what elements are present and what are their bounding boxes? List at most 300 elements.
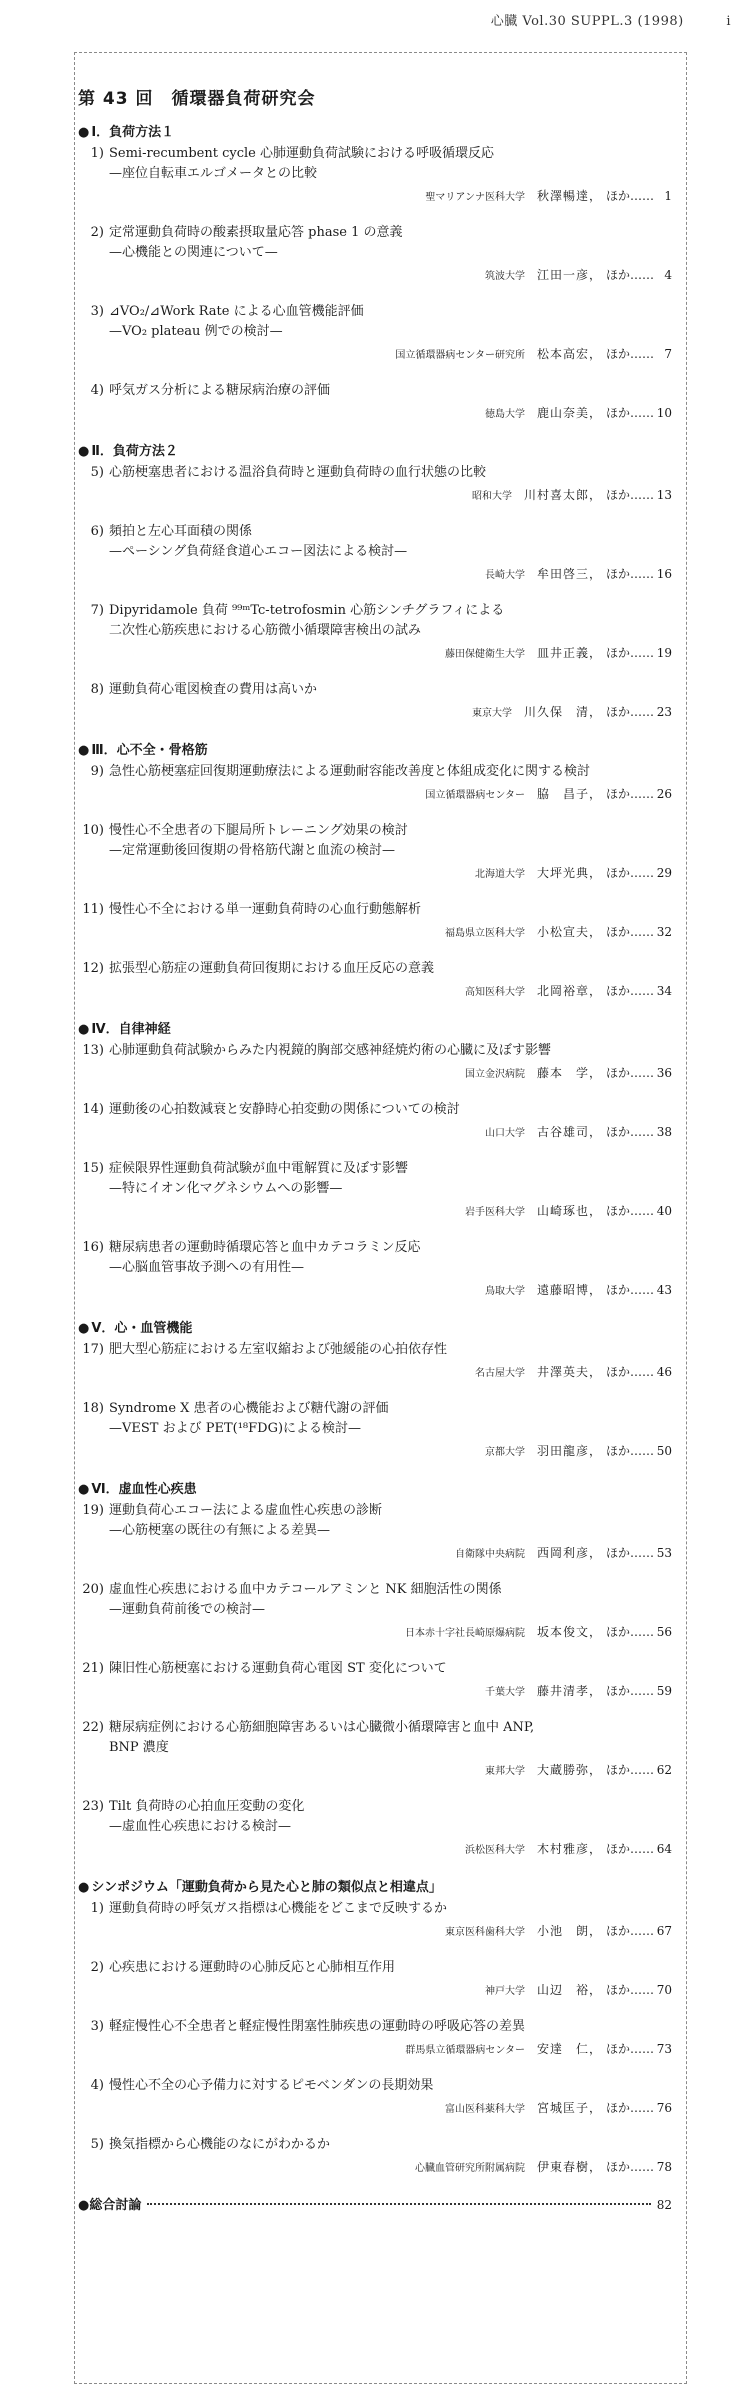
dot-leader: ……	[630, 488, 654, 502]
toc-entry	[78, 223, 672, 286]
et-al: ほか	[605, 646, 630, 660]
bullet-icon: ●	[78, 1022, 90, 1037]
author: 小池 朗，	[536, 1924, 602, 1938]
toc-entry	[78, 144, 672, 207]
entry-title: 運動負荷心エコー法による虚血性心疾患の診断	[109, 1503, 383, 1518]
dot-leader: ……	[630, 646, 654, 660]
author: 松本高宏，	[536, 347, 602, 361]
entry-number: 16)	[82, 1240, 104, 1255]
entry-byline	[78, 1064, 672, 1084]
affiliation: 福島県立医科大学	[444, 928, 525, 939]
entry-title: Dipyridamole 負荷 ⁹⁹ᵐTc-tetrofosmin 心筋シンチグラフィによる	[109, 603, 505, 618]
entry-title: 運動負荷時の呼気ガス指標は心機能をどこまで反映するか	[109, 1901, 448, 1916]
dot-leader: ……	[630, 1625, 654, 1639]
entry-page: 78	[656, 2160, 672, 2174]
entry-page: 19	[656, 646, 672, 660]
author: 川村喜太郎，	[523, 488, 602, 502]
toc-entry	[78, 1399, 672, 1462]
toc-entry	[78, 2076, 672, 2119]
entry-title-line	[78, 2017, 672, 2037]
entry-byline	[78, 1363, 672, 1383]
dot-leader: ……	[630, 1842, 654, 1856]
toc-section	[78, 1018, 672, 1301]
dot-leader: ……	[630, 268, 654, 282]
entry-title: Semi-recumbent cycle 心肺運動負荷試験における呼吸循環反応	[109, 146, 494, 161]
table-of-contents	[78, 84, 672, 2213]
author: 藤本 学，	[536, 1066, 602, 1080]
author: 牟田啓三，	[536, 567, 602, 581]
entry-byline	[78, 1981, 672, 2001]
et-al: ほか	[605, 2042, 630, 2056]
entry-byline	[78, 1623, 672, 1643]
dot-leader: ……	[630, 1283, 654, 1297]
entry-subtitle: —VEST および PET(¹⁸FDG)による検討—	[109, 1421, 362, 1436]
journal-name: 心臓	[490, 14, 518, 29]
bullet-icon: ●	[78, 1321, 90, 1336]
year: (1998)	[637, 14, 684, 29]
entry-title: 拡張型心筋症の運動負荷回復期における血圧反応の意義	[109, 961, 435, 976]
dot-leader: ……	[630, 705, 654, 719]
entry-page: 50	[656, 1444, 672, 1458]
affiliation: 鳥取大学	[484, 1286, 525, 1297]
entry-number: 1)	[90, 1901, 104, 1916]
toc-entry	[78, 1580, 672, 1643]
sections	[78, 121, 672, 2178]
entry-number: 14)	[82, 1102, 104, 1117]
entry-title-line	[78, 1100, 672, 1120]
toc-entry	[78, 463, 672, 506]
dot-leader: ……	[630, 2042, 654, 2056]
entry-byline	[78, 345, 672, 365]
affiliation: 徳島大学	[484, 409, 525, 420]
entry-title-line	[78, 144, 672, 164]
entry-page: 64	[656, 1842, 672, 1856]
author: 羽田龍彦，	[536, 1444, 602, 1458]
entry-title: 慢性心不全患者の下腿局所トレーニング効果の検討	[109, 823, 408, 838]
entry-title-line	[78, 959, 672, 979]
dot-leader: ……	[630, 406, 654, 420]
affiliation: 神戸大学	[484, 1986, 525, 1997]
entry-byline	[78, 1840, 672, 1860]
entry-number: 19)	[82, 1503, 104, 1518]
section-heading-text: Ⅲ．心不全・骨格筋	[91, 743, 208, 758]
author: 伊東春樹，	[536, 2160, 602, 2174]
entry-title: 心疾患における運動時の心肺反応と心肺相互作用	[109, 1960, 396, 1975]
author: 宮城匡子，	[536, 2101, 602, 2115]
general-discussion-page: 82	[656, 2198, 672, 2212]
bullet-icon: ●	[78, 743, 90, 758]
et-al: ほか	[605, 984, 630, 998]
entry-page: 1	[664, 189, 672, 203]
toc-entry	[78, 1659, 672, 1702]
dot-leader: ……	[630, 1444, 654, 1458]
meeting-title: 第 43 回 循環器負荷研究会	[78, 89, 316, 109]
entry-title-line	[78, 1340, 672, 1360]
entry-title-line	[78, 1718, 672, 1738]
entry-number: 5)	[90, 465, 104, 480]
entry-subtitle: BNP 濃度	[109, 1740, 169, 1755]
et-al: ほか	[605, 1204, 630, 1218]
entry-title-line	[78, 1041, 672, 1061]
author: 皿井正義，	[536, 646, 602, 660]
entry-page: 32	[656, 925, 672, 939]
section-heading-text: Ⅱ．負荷方法２	[91, 444, 178, 459]
dot-leader: ……	[630, 2160, 654, 2174]
toc-entry	[78, 381, 672, 424]
entry-subtitle: —心機能との関連について—	[109, 245, 278, 260]
toc-section	[78, 440, 672, 723]
et-al: ほか	[605, 567, 630, 581]
bullet-icon: ●	[78, 125, 90, 140]
affiliation: 国立循環器病センター研究所	[395, 350, 525, 361]
entry-subtitle: —特にイオン化マグネシウムへの影響—	[109, 1181, 343, 1196]
dot-leader: ……	[630, 787, 654, 801]
author: 秋澤暢達，	[536, 189, 602, 203]
dot-leader: ……	[630, 866, 654, 880]
toc-entry	[78, 522, 672, 585]
entry-title-line	[78, 601, 672, 621]
entry-page: 13	[656, 488, 672, 502]
entry-title: 頻拍と左心耳面積の関係	[109, 524, 253, 539]
toc-entry	[78, 1041, 672, 1084]
affiliation: 昭和大学	[471, 491, 512, 502]
affiliation: 長崎大学	[484, 570, 525, 581]
dot-leader: ……	[630, 1983, 654, 1997]
et-al: ほか	[605, 1625, 630, 1639]
section-heading-text: Ⅵ．虚血性心疾患	[91, 1482, 197, 1497]
et-al: ほか	[605, 406, 630, 420]
dot-leader: ……	[630, 1125, 654, 1139]
entry-title: 運動負荷心電図検査の費用は高いか	[109, 682, 318, 697]
entry-title: 陳旧性心筋梗塞における運動負荷心電図 ST 変化について	[109, 1661, 447, 1676]
entry-byline	[78, 187, 672, 207]
author: 川久保 清，	[523, 705, 602, 719]
affiliation: 富山医科薬科大学	[444, 2104, 525, 2115]
entry-page: 36	[656, 1066, 672, 1080]
dot-leader: ……	[630, 1763, 654, 1777]
entry-page: 26	[656, 787, 672, 801]
entry-title-line	[78, 2135, 672, 2155]
entry-byline	[78, 864, 672, 884]
toc-section	[78, 1317, 672, 1462]
section-heading	[78, 1018, 672, 1037]
running-head	[491, 10, 731, 29]
affiliation: 筑波大学	[484, 271, 525, 282]
toc-entry	[78, 1159, 672, 1222]
dot-leader: ……	[630, 189, 654, 203]
affiliation: 東京大学	[471, 708, 512, 719]
entry-title-line	[78, 1238, 672, 1258]
et-al: ほか	[605, 1283, 630, 1297]
dot-leader: ……	[630, 1684, 654, 1698]
entry-subtitle: —座位自転車エルゴメータとの比較	[109, 166, 318, 181]
entry-page: 16	[656, 567, 672, 581]
entry-number: 3)	[90, 2019, 104, 2034]
entry-byline	[78, 703, 672, 723]
section-heading-text: Ⅳ．自律神経	[91, 1022, 171, 1037]
general-discussion-label: 総合討論	[89, 2198, 142, 2213]
author: 古谷雄司，	[536, 1125, 602, 1139]
et-al: ほか	[605, 1444, 630, 1458]
entry-number: 4)	[90, 383, 104, 398]
general-discussion	[78, 2194, 672, 2213]
toc-entry	[78, 1718, 672, 1781]
section-heading	[78, 1876, 672, 1895]
entry-number: 20)	[82, 1582, 104, 1597]
entry-number: 12)	[82, 961, 104, 976]
dot-leader: ……	[630, 2101, 654, 2115]
entry-title: 運動後の心拍数減衰と安静時心拍変動の関係についての検討	[109, 1102, 460, 1117]
entry-page: 46	[656, 1365, 672, 1379]
entry-title: 慢性心不全の心予備力に対するピモベンダンの長期効果	[109, 2078, 434, 2093]
author: 江田一彦，	[536, 268, 602, 282]
entry-title-line	[78, 2076, 672, 2096]
et-al: ほか	[605, 488, 630, 502]
entry-byline	[78, 1682, 672, 1702]
entry-title-line	[78, 1399, 672, 1419]
et-al: ほか	[605, 787, 630, 801]
section-heading	[78, 739, 672, 758]
et-al: ほか	[605, 1842, 630, 1856]
toc-entry	[78, 900, 672, 943]
entry-number: 17)	[82, 1342, 104, 1357]
entry-byline	[78, 1922, 672, 1942]
entry-title: 心肺運動負荷試験からみた内視鏡的胸部交感神経焼灼術の心臓に及ぼす影響	[109, 1043, 552, 1058]
entry-number: 11)	[82, 902, 104, 917]
toc-entry	[78, 762, 672, 805]
entry-page: 43	[656, 1283, 672, 1297]
et-al: ほか	[605, 347, 630, 361]
entry-number: 3)	[90, 304, 104, 319]
entry-subtitle: —心脳血管事故予測への有用性—	[109, 1260, 305, 1275]
entry-page: 7	[664, 347, 672, 361]
et-al: ほか	[605, 1365, 630, 1379]
entry-title-line	[78, 302, 672, 322]
dot-leader: ……	[630, 1204, 654, 1218]
entry-title-line	[78, 463, 672, 483]
toc-entry	[78, 1797, 672, 1860]
affiliation: 東邦大学	[484, 1766, 525, 1777]
entry-title-line	[78, 680, 672, 700]
entry-page: 4	[664, 268, 672, 282]
et-al: ほか	[605, 1546, 630, 1560]
dot-leader: ……	[630, 1066, 654, 1080]
entry-byline	[78, 1761, 672, 1781]
entry-byline	[78, 565, 672, 585]
entry-title-line	[78, 762, 672, 782]
entry-number: 21)	[82, 1661, 104, 1676]
entry-page: 40	[656, 1204, 672, 1218]
author: 鹿山奈美，	[536, 406, 602, 420]
entry-subtitle: —ペーシング負荷経食道心エコー図法による検討—	[109, 544, 408, 559]
toc-entry	[78, 1340, 672, 1383]
et-al: ほか	[605, 1684, 630, 1698]
section-heading-text: Ⅴ．心・血管機能	[91, 1321, 193, 1336]
entry-title-line	[78, 1580, 672, 1600]
entry-page: 34	[656, 984, 672, 998]
et-al: ほか	[605, 1066, 630, 1080]
entry-page: 10	[656, 406, 672, 420]
entry-title-line	[78, 1501, 672, 1521]
toc-entry	[78, 2017, 672, 2060]
entry-byline	[78, 1442, 672, 1462]
entry-number: 2)	[90, 225, 104, 240]
entry-subtitle: —VO₂ plateau 例での検討—	[109, 324, 283, 339]
author: 山辺 裕，	[536, 1983, 602, 1997]
toc-entry	[78, 302, 672, 365]
affiliation: 名古屋大学	[474, 1368, 525, 1379]
entry-byline	[78, 1123, 672, 1143]
section-heading	[78, 1478, 672, 1497]
section-heading-text: シンポジウム「運動負荷から見た心と肺の類似点と相違点」	[91, 1880, 442, 1895]
dot-leader: ……	[630, 925, 654, 939]
entry-number: 8)	[90, 682, 104, 697]
et-al: ほか	[605, 866, 630, 880]
entry-byline	[78, 2040, 672, 2060]
et-al: ほか	[605, 705, 630, 719]
bullet-icon: ●	[78, 444, 90, 459]
et-al: ほか	[605, 2160, 630, 2174]
affiliation: 北海道大学	[474, 869, 525, 880]
affiliation: 山口大学	[484, 1128, 525, 1139]
entry-subtitle: —虚血性心疾患における検討—	[109, 1819, 292, 1834]
toc-section	[78, 739, 672, 1002]
author: 安達 仁，	[536, 2042, 602, 2056]
author: 山崎琢也，	[536, 1204, 602, 1218]
et-al: ほか	[605, 2101, 630, 2115]
entry-title: ⊿VO₂/⊿Work Rate による心血管機能評価	[109, 304, 364, 319]
entry-page: 56	[656, 1625, 672, 1639]
section-heading	[78, 1317, 672, 1336]
author: 井澤英夫，	[536, 1365, 602, 1379]
et-al: ほか	[605, 268, 630, 282]
et-al: ほか	[605, 1125, 630, 1139]
author: 木村雅彦，	[536, 1842, 602, 1856]
affiliation: 聖マリアンナ医科大学	[425, 192, 525, 203]
entry-title-line	[78, 1958, 672, 1978]
affiliation: 群馬県立循環器病センター	[405, 2045, 525, 2056]
affiliation: 藤田保健衛生大学	[444, 649, 525, 660]
affiliation: 浜松医科大学	[464, 1845, 525, 1856]
entry-number: 10)	[82, 823, 104, 838]
entry-title-line	[78, 821, 672, 841]
toc-entry	[78, 821, 672, 884]
dot-leader: ……	[630, 1924, 654, 1938]
entry-title: Tilt 負荷時の心拍血圧変動の変化	[109, 1799, 305, 1814]
dot-leader: ……	[630, 347, 654, 361]
entry-byline	[78, 486, 672, 506]
affiliation: 岩手医科大学	[464, 1207, 525, 1218]
entry-title-line	[78, 381, 672, 401]
entry-byline	[78, 1202, 672, 1222]
entry-byline	[78, 785, 672, 805]
entry-page: 62	[656, 1763, 672, 1777]
entry-title-line	[78, 1159, 672, 1179]
toc-section	[78, 121, 672, 424]
entry-subtitle: —心筋梗塞の既往の有無による差異—	[109, 1523, 331, 1538]
entry-number: 4)	[90, 2078, 104, 2093]
affiliation: 国立金沢病院	[464, 1069, 525, 1080]
author: 大蔵勝弥，	[536, 1763, 602, 1777]
entry-title: 定常運動負荷時の酸素摂取量応答 phase 1 の意義	[109, 225, 403, 240]
author: 脇 昌子，	[536, 787, 602, 801]
entry-number: 6)	[90, 524, 104, 539]
entry-title: 呼気ガス分析による糖尿病治療の評価	[109, 383, 331, 398]
entry-byline	[78, 982, 672, 1002]
entry-title: 心筋梗塞患者における温浴負荷時と運動負荷時の血行状態の比較	[109, 465, 487, 480]
entry-page: 38	[656, 1125, 672, 1139]
entry-number: 22)	[82, 1720, 104, 1735]
entry-page: 23	[656, 705, 672, 719]
dot-leader: ……	[630, 567, 654, 581]
entry-title: 急性心筋梗塞症回復期運動療法による運動耐容能改善度と体組成変化に関する検討	[109, 764, 591, 779]
toc-entry	[78, 601, 672, 664]
entry-title-line	[78, 1899, 672, 1919]
author: 坂本俊文，	[536, 1625, 602, 1639]
entry-title-line	[78, 522, 672, 542]
author: 大坪光典，	[536, 866, 602, 880]
toc-entry	[78, 1958, 672, 2001]
toc-section	[78, 1478, 672, 1860]
affiliation: 千葉大学	[484, 1687, 525, 1698]
entry-number: 9)	[90, 764, 104, 779]
entry-number: 7)	[90, 603, 104, 618]
affiliation: 京都大学	[484, 1447, 525, 1458]
entry-title: 軽症慢性心不全患者と軽症慢性閉塞性肺疾患の運動時の呼吸応答の差異	[109, 2019, 526, 2034]
entry-title-line	[78, 900, 672, 920]
dot-leader: ……	[630, 1365, 654, 1379]
entry-title-line	[78, 1797, 672, 1817]
entry-page: 29	[656, 866, 672, 880]
entry-title-line	[78, 223, 672, 243]
entry-page: 53	[656, 1546, 672, 1560]
author: 北岡裕章，	[536, 984, 602, 998]
entry-title: 換気指標から心機能のなにがわかるか	[109, 2137, 331, 2152]
bullet-icon: ●	[78, 1880, 90, 1895]
entry-number: 2)	[90, 1960, 104, 1975]
affiliation: 自衛隊中央病院	[454, 1549, 525, 1560]
toc-entry	[78, 1100, 672, 1143]
entry-title: 慢性心不全における単一運動負荷時の心血行動態解析	[109, 902, 422, 917]
affiliation: 日本赤十字社長崎原爆病院	[404, 1628, 525, 1639]
dot-leader: ……	[630, 1546, 654, 1560]
entry-byline	[78, 404, 672, 424]
toc-section	[78, 1876, 672, 2178]
affiliation: 東京医科歯科大学	[444, 1927, 525, 1938]
section-heading	[78, 121, 672, 140]
toc-entry	[78, 1238, 672, 1301]
entry-byline	[78, 923, 672, 943]
et-al: ほか	[605, 1763, 630, 1777]
section-heading-text: Ⅰ．負荷方法１	[91, 125, 175, 140]
entry-byline	[78, 2099, 672, 2119]
toc-entry	[78, 1501, 672, 1564]
toc-entry	[78, 1899, 672, 1942]
entry-page: 67	[656, 1924, 672, 1938]
entry-page: 70	[656, 1983, 672, 1997]
et-al: ほか	[605, 1924, 630, 1938]
author: 遠藤昭博，	[536, 1283, 602, 1297]
entry-title-line	[78, 1659, 672, 1679]
volume: Vol.30	[522, 14, 567, 29]
dot-leader	[147, 2203, 650, 2205]
author: 西岡利彦，	[536, 1546, 602, 1560]
et-al: ほか	[605, 925, 630, 939]
entry-number: 18)	[82, 1401, 104, 1416]
affiliation: 高知医科大学	[464, 987, 525, 998]
entry-byline	[78, 1544, 672, 1564]
entry-title: 虚血性心疾患における血中カテコールアミンと NK 細胞活性の関係	[109, 1582, 502, 1597]
